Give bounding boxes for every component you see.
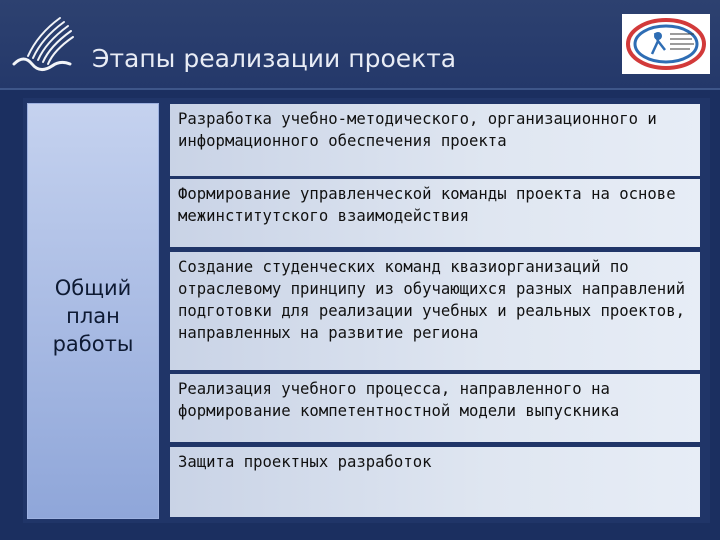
step-text: Разработка учебно-методического, организационного и информационного обеспечения проекта <box>178 110 657 150</box>
step-item <box>170 374 700 442</box>
step-item <box>170 447 700 517</box>
university-logo-icon <box>622 14 710 74</box>
step-item <box>170 252 700 370</box>
page-title: Этапы реализации проекта <box>92 44 457 73</box>
plan-label: Общий план работы <box>52 276 134 356</box>
step-text: Реализация учебного процесса, направленного на формирование компетентностной модели выпускника <box>178 380 620 420</box>
wave-feather-icon <box>10 14 80 80</box>
plan-label-panel <box>27 103 159 519</box>
step-text: Формирование управленческой команды проекта на основе межинститутского взаимодействия <box>178 185 676 225</box>
step-text: Защита проектных разработок <box>178 453 432 471</box>
header-divider <box>0 88 720 90</box>
step-item <box>170 179 700 247</box>
step-text: Создание студенческих команд квазиорганизаций по отраслевому принципу из обучающихся разных направлений подготовки для реализации учебных и реальных проектов, направленных на развитие региона <box>178 258 685 342</box>
step-item <box>170 104 700 176</box>
